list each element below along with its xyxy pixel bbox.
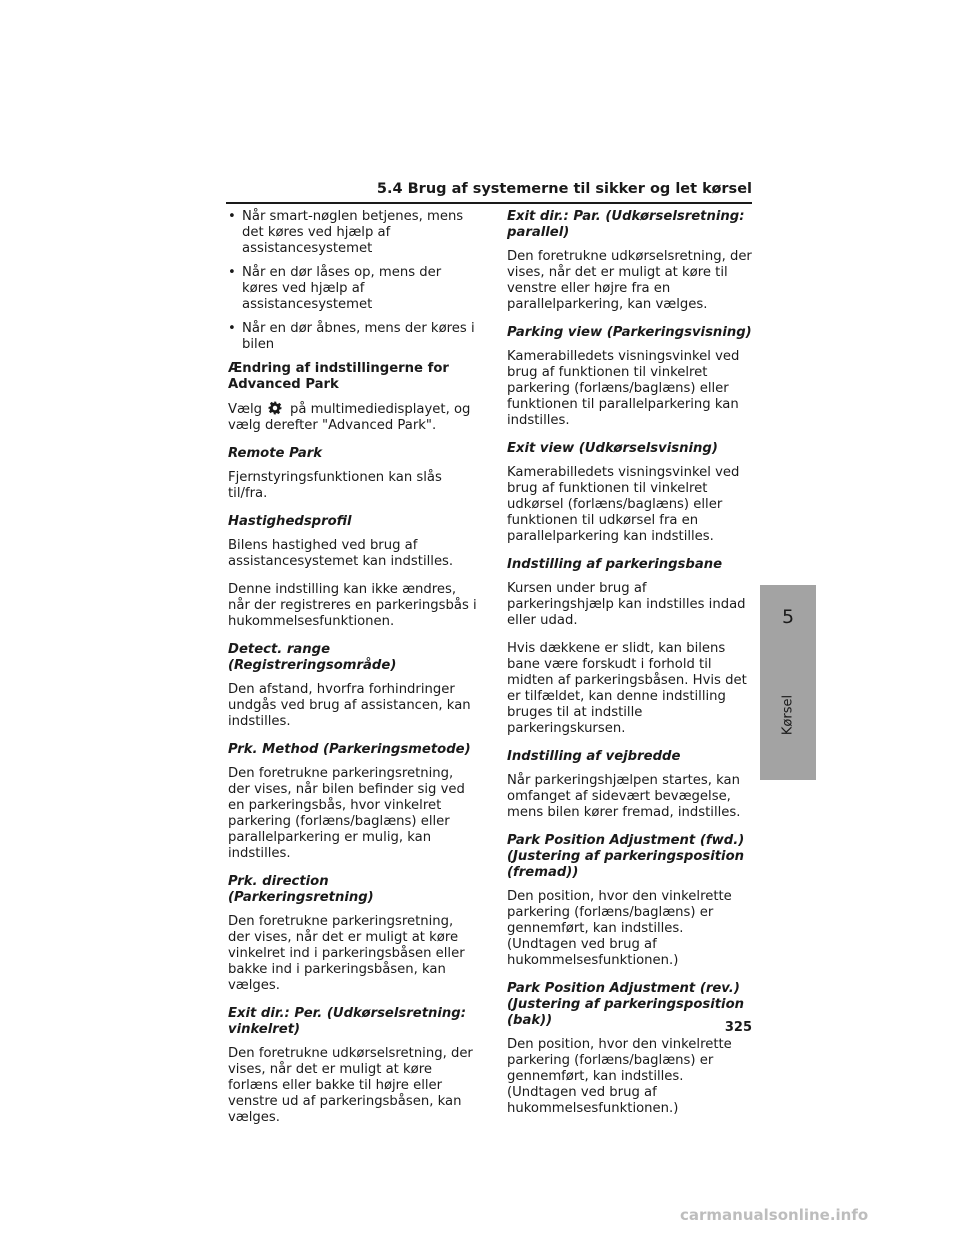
setting-text: Den foretrukne parkeringsretning, der vises, når bilen befinder sig ved en parkeringsbås, hvor vinkelret parkering (forlæns/baglæns) eller parallelparkering er mulig, kan indstilles. <box>228 766 465 861</box>
intro-paragraph <box>228 401 478 434</box>
chapter-tab-number <box>760 585 816 649</box>
page-number: 325 <box>724 1020 752 1035</box>
setting-heading: Exit dir.: Per. (Udkørselsretning: vinkelret) <box>228 1006 467 1037</box>
setting-heading: Prk. Method (Parkeringsmetode) <box>228 742 471 757</box>
condition-list <box>228 209 478 353</box>
chapter-number: 5 <box>781 606 795 628</box>
setting-text: Denne indstilling kan ikke ændres, når der registreres en parkeringsbås i hukommelsesfunktionen. <box>228 582 477 629</box>
setting-heading: Remote Park <box>228 446 323 461</box>
setting-text: Den foretrukne udkørselsretning, der vises, når det er muligt at køre forlæns eller bakke til højre eller venstre ud af parkeringsbåsen, kan vælges. <box>228 1046 473 1125</box>
setting-text: Når parkeringshjælpen startes, kan omfanget af sidevært bevægelse, mens bilen kører fremad, indstilles. <box>507 773 741 820</box>
setting-heading: Detect. range (Registreringsområde) <box>228 642 397 673</box>
setting-text: Kamerabilledets visningsvinkel ved brug af funktionen til vinkelret udkørsel (forlæns/baglæns) eller funktionen til udkørsel fra en parallelparkering kan indstilles. <box>507 465 740 544</box>
chapter-tab-title <box>760 649 816 780</box>
left-column <box>228 209 478 1138</box>
section-title: 5.4 Brug af systemerne til sikker og let kørsel <box>376 181 752 197</box>
setting-text: Den afstand, hvorfra forhindringer undgås ved brug af assistancen, kan indstilles. <box>228 682 471 729</box>
gear-icon <box>268 401 282 415</box>
setting-text: Kursen under brug af parkeringshjælp kan indstilles indad eller udad. <box>507 581 746 628</box>
watermark: carmanualsonline.info <box>680 1206 869 1224</box>
setting-heading: Hastighedsprofil <box>228 514 352 529</box>
setting-text: Hvis dækkene er slidt, kan bilens bane være forskudt i forhold til midten af parkeringsbåsen. Hvis det er tilfældet, kan denne indstilling bruges til at indstille parkeringskursen. <box>507 641 747 736</box>
list-item: • Når en dør åbnes, mens der køres i bilen <box>228 321 478 353</box>
setting-text: Fjernstyringsfunktionen kan slås til/fra. <box>228 470 442 501</box>
setting-heading: Exit dir.: Par. (Udkørselsretning: parallel) <box>507 209 745 240</box>
setting-text: Kamerabilledets visningsvinkel ved brug af funktionen til vinkelret parkering (forlæns/baglæns) eller funktionen til parallelparkering kan indstilles. <box>507 349 740 428</box>
setting-heading: Prk. direction (Parkeringsretning) <box>228 874 374 905</box>
setting-heading: Indstilling af vejbredde <box>507 749 681 764</box>
setting-text: Den position, hvor den vinkelrette parkering (forlæns/baglæns) er gennemført, kan indstilles. (Undtagen ved brug af hukommelsesfunktionen.) <box>507 1037 732 1116</box>
intro-text-b: på multimediedisplayet, og vælg derefter "Advanced Park". <box>228 402 471 433</box>
section-heading: Ændring af indstillingerne for Advanced Park <box>228 361 449 392</box>
setting-heading: Park Position Adjustment (rev.) (Justering af parkeringsposition (bak)) <box>507 981 745 1028</box>
setting-heading: Exit view (Udkørselsvisning) <box>507 441 718 456</box>
setting-text: Den position, hvor den vinkelrette parkering (forlæns/baglæns) er gennemført, kan indstilles. (Undtagen ved brug af hukommelsesfunktionen.) <box>507 889 732 968</box>
setting-text: Den foretrukne udkørselsretning, der vises, når det er muligt at køre til venstre eller højre fra en parallelparkering, kan vælges. <box>507 249 752 312</box>
section-header <box>226 180 752 204</box>
setting-heading: Park Position Adjustment (fwd.) (Justering af parkeringsposition (fremad)) <box>507 833 745 880</box>
chapter-title: Kørsel <box>780 694 796 735</box>
setting-heading: Parking view (Parkeringsvisning) <box>507 325 752 340</box>
intro-text-a: Vælg <box>228 402 263 417</box>
setting-text: Bilens hastighed ved brug af assistancesystemet kan indstilles. <box>228 538 454 569</box>
list-item: • Når en dør låses op, mens der køres ved hjælp af assistancesystemet <box>228 265 478 313</box>
list-item: • Når smart-nøglen betjenes, mens det køres ved hjælp af assistancesystemet <box>228 209 478 257</box>
setting-heading: Indstilling af parkeringsbane <box>507 557 723 572</box>
setting-text: Den foretrukne parkeringsretning, der vises, når det er muligt at køre vinkelret ind i parkeringsbåsen eller bakke ind i parkeringsbåsen, kan vælges. <box>228 914 465 993</box>
right-column <box>507 209 753 1129</box>
